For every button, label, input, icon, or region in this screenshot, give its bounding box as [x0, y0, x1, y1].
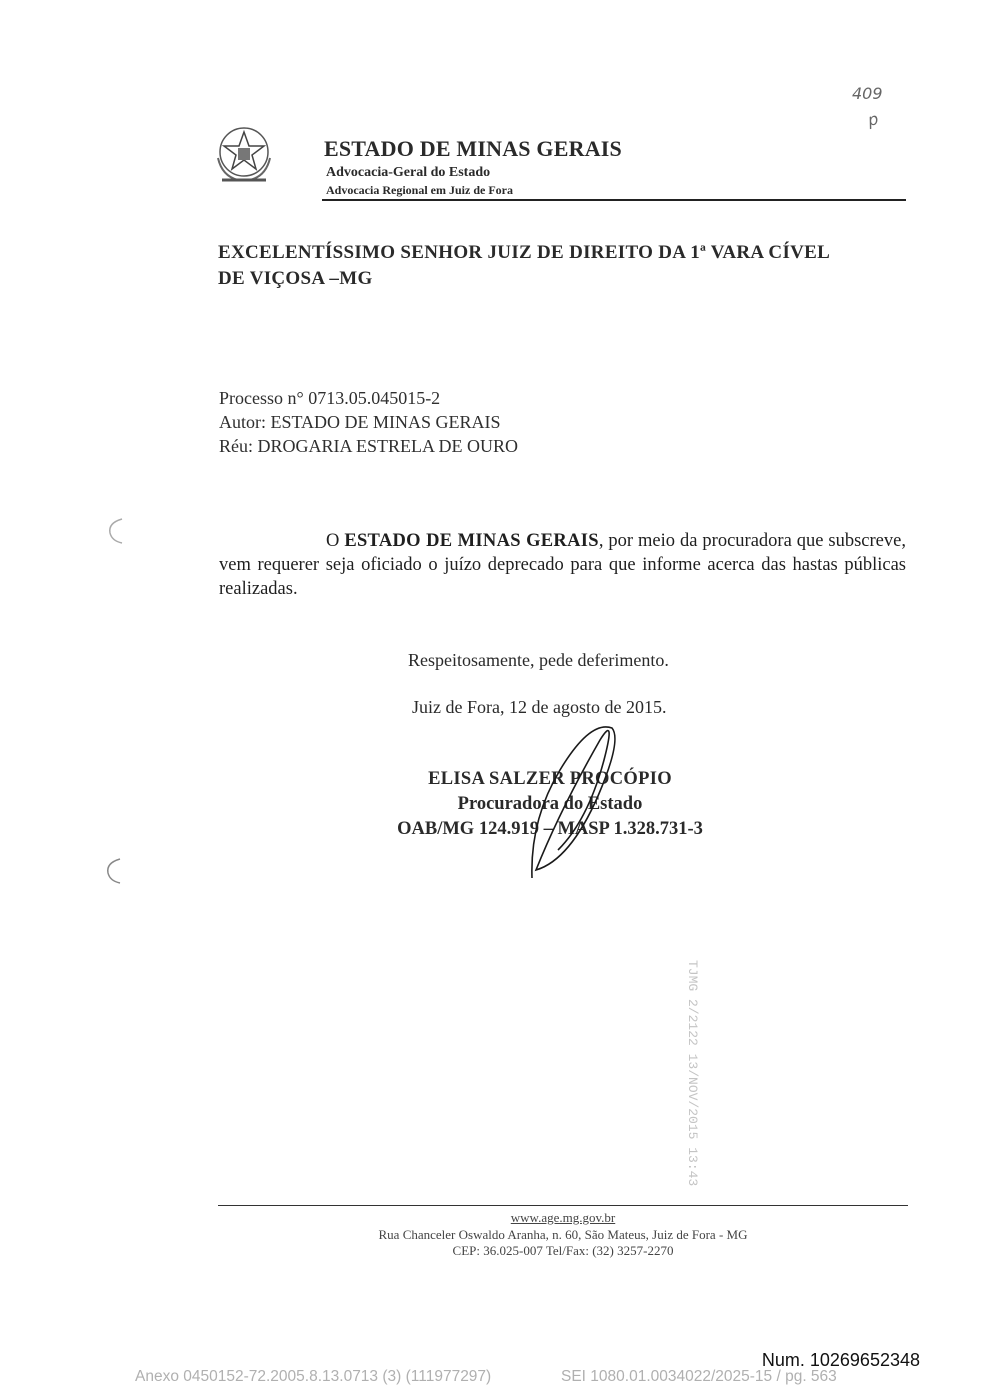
handwritten-initial: p	[866, 109, 881, 130]
closing-line: Respeitosamente, pede deferimento.	[408, 650, 669, 670]
footer-divider	[218, 1205, 908, 1206]
paragraph-prefix: O	[326, 531, 345, 551]
header-divider	[322, 199, 906, 201]
request-paragraph	[219, 529, 906, 601]
footer-contact: CEP: 36.025-007 Tel/Fax: (32) 3257-2270	[452, 1243, 674, 1258]
footer-address: Rua Chanceler Oswaldo Aranha, n. 60, São Mateus, Juiz de Fora - MG	[378, 1227, 748, 1242]
handwritten-page-number: 409	[852, 84, 883, 103]
annex-reference: Anexo 0450152-72.2005.8.13.0713 (3) (111977297)	[135, 1368, 492, 1385]
addressee	[218, 240, 908, 292]
case-author: Autor: ESTADO DE MINAS GERAIS	[219, 412, 501, 432]
signatory-name: ELISA SALZER PROCÓPIO	[428, 769, 672, 789]
addressee-line-2: DE VIÇOSA –MG	[218, 268, 373, 289]
sei-reference: SEI 1080.01.0034022/2025-15 / pg. 563	[561, 1368, 837, 1385]
handwritten-signature	[500, 700, 650, 890]
process-number: Processo n° 0713.05.045015-2	[219, 388, 441, 408]
party-name: ESTADO DE MINAS GERAIS	[344, 531, 599, 551]
receipt-stamp: TJMG 2/2122 13/NOV/2015 13:43	[685, 960, 700, 1187]
signatory-role: Procuradora do Estado	[457, 794, 643, 814]
hole-punch-icon	[102, 857, 124, 885]
case-defendant: Réu: DROGARIA ESTRELA DE OURO	[219, 436, 519, 456]
hole-punch-icon	[104, 517, 126, 545]
addressee-line-1: EXCELENTÍSSIMO SENHOR JUIZ DE DIREITO DA 1ª VARA CÍVEL	[218, 242, 831, 263]
state-title: ESTADO DE MINAS GERAIS	[324, 136, 622, 161]
coat-of-arms-icon	[208, 118, 280, 190]
place-date: Juiz de Fora, 12 de agosto de 2015.	[412, 697, 667, 717]
paragraph-text: , por meio da procuradora que subscreve, vem requerer seja oficiado o juízo deprecado para que informe acerca das hastas públicas realizadas.	[219, 531, 906, 599]
signatory-registration: OAB/MG 124.919 – MASP 1.328.731-3	[397, 819, 703, 839]
document-number: Num. 10269652348	[761, 1350, 920, 1370]
footer-website-link[interactable]: www.age.mg.gov.br	[510, 1210, 616, 1225]
regional-office: Advocacia Regional em Juiz de Fora	[326, 183, 513, 197]
agency-name: Advocacia-Geral do Estado	[326, 165, 491, 180]
